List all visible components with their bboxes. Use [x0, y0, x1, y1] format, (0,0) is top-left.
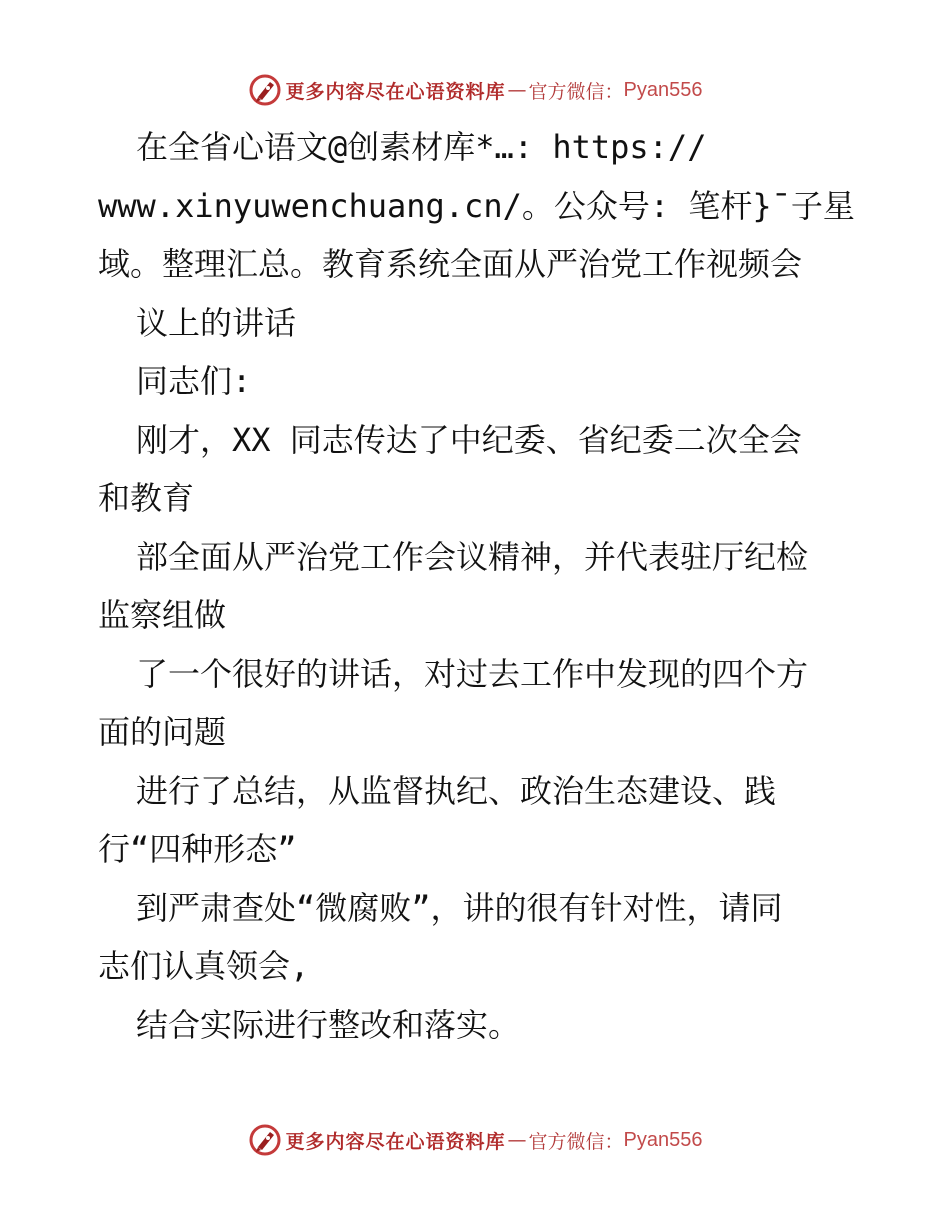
banner-wechat-label: 官方微信：	[528, 80, 624, 103]
body-line: 和教育	[98, 479, 195, 517]
banner-dash: —	[507, 79, 527, 101]
header-banner	[0, 70, 950, 110]
body-line: 域。整理汇总。教育系统全面从严治党工作视频会	[98, 245, 803, 283]
body-line: 了一个很好的讲话，对过去工作中发现的四个方	[136, 654, 809, 693]
banner-brand-text: 更多内容尽在心语资料库	[285, 80, 506, 103]
body-line: 进行了总结，从监督执纪、政治生态建设、践	[136, 771, 777, 810]
body-line: 刚才，XX 同志传达了中纪委、省纪委二次全会	[136, 420, 802, 459]
body-line: 同志们:	[136, 362, 252, 400]
body-line: 结合实际进行整改和落实。	[136, 1005, 521, 1044]
banner-wechat-id: Pyan556	[623, 1128, 703, 1151]
body-line: 议上的讲话	[136, 303, 297, 342]
banner-wechat-id: Pyan556	[623, 78, 703, 101]
footer-banner	[0, 1120, 950, 1160]
body-line: 监察组做	[98, 596, 227, 634]
banner-dash: —	[507, 1129, 527, 1151]
body-line: 到严肃查处“微腐败”，讲的很有针对性，请同	[136, 888, 783, 927]
body-line: 面的问题	[98, 713, 227, 751]
body-line: 部全面从严治党工作会议精神，并代表驻厅纪检	[136, 537, 809, 576]
banner-brand-text: 更多内容尽在心语资料库	[285, 1130, 506, 1153]
banner-wechat-label: 官方微信：	[528, 1130, 624, 1153]
pen-logo-icon	[248, 73, 282, 107]
body-line: 在全省心语文@创素材库*…: https://	[136, 128, 707, 166]
body-line: 志们认真领会,	[98, 947, 310, 985]
pen-logo-icon	[248, 1123, 282, 1157]
body-line: www.xinyuwenchuang.cn/。公众号: 笔杆}¯子星	[98, 186, 855, 225]
document-body	[98, 118, 868, 1054]
body-line: 行“四种形态”	[98, 830, 297, 868]
